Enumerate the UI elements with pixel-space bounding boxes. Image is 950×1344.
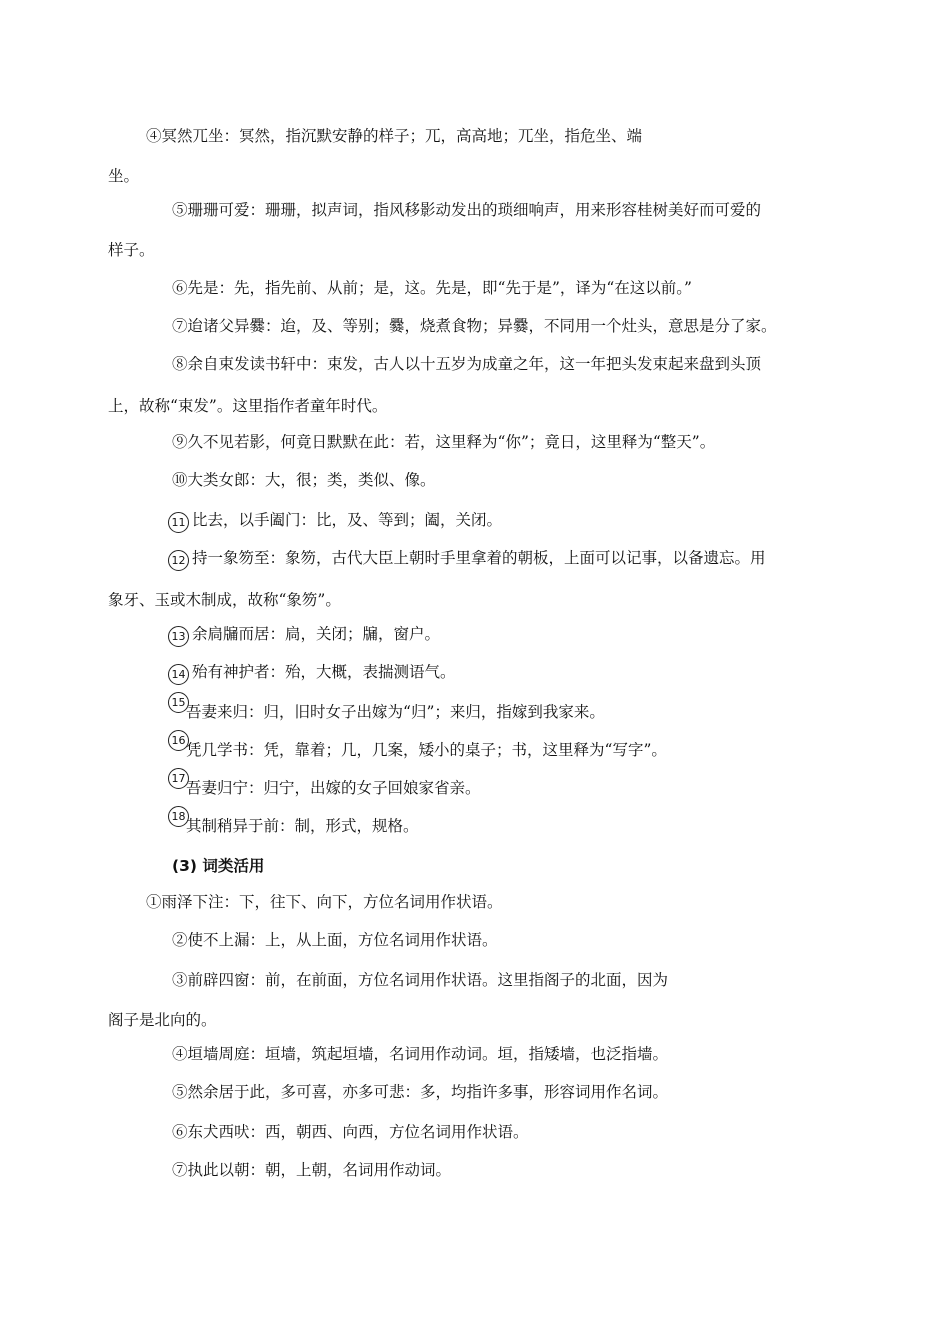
section-heading: (3) 词类活用 — [172, 857, 265, 875]
note-line-15 — [186, 702, 605, 722]
note-number: ④ — [146, 127, 162, 145]
note-term: 比去，以手阖门 — [192, 511, 301, 529]
circled-number-15: 15 — [168, 692, 189, 713]
note-term: 余扃牖而居 — [192, 625, 270, 643]
circled-number-11: 11 — [168, 512, 189, 533]
note-term: 迨诸父异爨 — [187, 317, 266, 335]
note-term: 珊珊可爱 — [187, 201, 250, 219]
usage-line-3 — [172, 970, 668, 990]
note-line-16 — [186, 740, 667, 760]
circled-number-13: 13 — [168, 626, 189, 647]
note-line-8-cont — [108, 396, 387, 416]
note-term: 冥然兀坐 — [161, 127, 224, 145]
note-term: 久不见若影，何竟日默默在此 — [187, 433, 390, 451]
usage-number: ⑦ — [172, 1161, 188, 1179]
note-line-6 — [172, 278, 692, 298]
circled-number-17: 17 — [168, 768, 189, 789]
usage-line-5 — [172, 1082, 668, 1102]
usage-number: ⑥ — [172, 1123, 188, 1141]
note-explanation: ：珊珊，拟声词，指风移影动发出的琐细响声，用来形容桂树美好而可爱的 — [249, 201, 762, 219]
usage-number: ③ — [172, 971, 188, 989]
usage-term: 东犬西吠 — [187, 1123, 250, 1141]
note-term: 吾妻来归 — [186, 703, 249, 721]
note-continuation: 坐。 — [108, 167, 140, 185]
note-explanation: ：束发，古人以十五岁为成童之年，这一年把头发束起来盘到头顶 — [311, 355, 762, 373]
note-explanation: ：大，很；类，类似、像。 — [249, 471, 436, 489]
note-line-13 — [192, 624, 440, 644]
note-line-4 — [146, 126, 642, 146]
usage-number: ⑤ — [172, 1083, 188, 1101]
note-continuation: 上，故称“束发”。这里指作者童年时代。 — [108, 397, 388, 415]
usage-term: 然余居于此，多可喜，亦多可悲 — [187, 1083, 405, 1101]
note-number: ⑥ — [172, 279, 188, 297]
note-term: 持一象笏至 — [192, 549, 270, 567]
note-explanation: ：冥然，指沉默安静的样子；兀，高高地；兀坐，指危坐、端 — [223, 127, 643, 145]
usage-continuation: 阁子是北向的。 — [108, 1011, 217, 1029]
usage-line-2 — [172, 930, 498, 950]
note-line-11 — [192, 510, 502, 530]
usage-line-6 — [172, 1122, 529, 1142]
note-line-5-cont — [108, 240, 155, 260]
usage-explanation: ：朝，上朝，名词用作动词。 — [249, 1161, 452, 1179]
usage-term: 使不上漏 — [187, 931, 250, 949]
note-explanation: ：比，及、等到；阖，关闭。 — [300, 511, 503, 529]
usage-explanation: ：前，在前面，方位名词用作状语。这里指阁子的北面，因为 — [249, 971, 669, 989]
note-line-4-cont — [108, 166, 139, 186]
note-term: 凭几学书 — [186, 741, 249, 759]
note-explanation: ：制，形式，规格。 — [279, 817, 419, 835]
note-number: ⑩ — [172, 471, 188, 489]
circled-number-18: 18 — [168, 806, 189, 827]
note-continuation: 象牙、玉或木制成，故称“象笏”。 — [108, 591, 341, 609]
note-explanation: ：归宁，出嫁的女子回娘家省亲。 — [248, 779, 481, 797]
usage-explanation: ：多，均指许多事，形容词用作名词。 — [404, 1083, 669, 1101]
note-explanation: ：凭，靠着；几，几案，矮小的桌子；书，这里释为“写字”。 — [248, 741, 667, 759]
circled-number-12: 12 — [168, 550, 189, 571]
usage-number: ④ — [172, 1045, 188, 1063]
note-line-14 — [192, 662, 456, 682]
usage-line-1 — [146, 892, 503, 912]
usage-line-3-cont — [108, 1010, 217, 1030]
usage-explanation: ：垣墙，筑起垣墙，名词用作动词。垣，指矮墙，也泛指墙。 — [249, 1045, 669, 1063]
note-line-12-cont — [108, 590, 341, 610]
note-explanation: ：归，旧时女子出嫁为“归”；来归，指嫁到我家来。 — [248, 703, 605, 721]
note-number: ⑨ — [172, 433, 188, 451]
note-explanation: ：迨，及、等别；爨，烧煮食物；异爨，不同用一个灶头，意思是分了家。 — [265, 317, 777, 335]
note-line-10 — [172, 470, 436, 490]
usage-number: ① — [146, 893, 162, 911]
usage-term: 雨泽下注 — [161, 893, 224, 911]
note-term: 余自束发读书轩中 — [187, 355, 312, 373]
note-explanation: ：先，指先前、从前；是，这。先是，即“先于是”，译为“在这以前。” — [218, 279, 692, 297]
note-line-8 — [172, 354, 761, 374]
note-term: 先是 — [187, 279, 219, 297]
note-continuation: 样子。 — [108, 241, 155, 259]
note-line-17 — [186, 778, 481, 798]
note-term: 吾妻归宁 — [186, 779, 249, 797]
usage-term: 前辟四窗 — [187, 971, 250, 989]
note-explanation: ：若，这里释为“你”；竟日，这里释为“整天”。 — [389, 433, 716, 451]
note-term: 大类女郎 — [187, 471, 250, 489]
circled-number-16: 16 — [168, 730, 189, 751]
note-term: 殆有神护者 — [192, 663, 270, 681]
usage-line-4 — [172, 1044, 668, 1064]
note-number: ⑤ — [172, 201, 188, 219]
usage-line-7 — [172, 1160, 451, 1180]
note-term: 其制稍异于前 — [186, 817, 280, 835]
note-line-12 — [192, 548, 766, 568]
note-line-9 — [172, 432, 715, 452]
usage-term: 执此以朝 — [187, 1161, 250, 1179]
note-number: ⑧ — [172, 355, 188, 373]
usage-explanation: ：西，朝西、向西，方位名词用作状语。 — [249, 1123, 529, 1141]
usage-term: 垣墙周庭 — [187, 1045, 250, 1063]
note-number: ⑦ — [172, 317, 188, 335]
note-line-7 — [172, 316, 777, 336]
note-line-18 — [186, 816, 419, 836]
note-explanation: ：扃，关闭；牖，窗户。 — [269, 625, 441, 643]
note-explanation: ：殆，大概，表揣测语气。 — [269, 663, 456, 681]
usage-explanation: ：上，从上面，方位名词用作状语。 — [249, 931, 498, 949]
usage-number: ② — [172, 931, 188, 949]
usage-explanation: ：下，往下、向下，方位名词用作状语。 — [223, 893, 503, 911]
circled-number-14: 14 — [168, 664, 189, 685]
note-line-5 — [172, 200, 761, 220]
note-explanation: ：象笏，古代大臣上朝时手里拿着的朝板，上面可以记事，以备遗忘。用 — [269, 549, 766, 567]
